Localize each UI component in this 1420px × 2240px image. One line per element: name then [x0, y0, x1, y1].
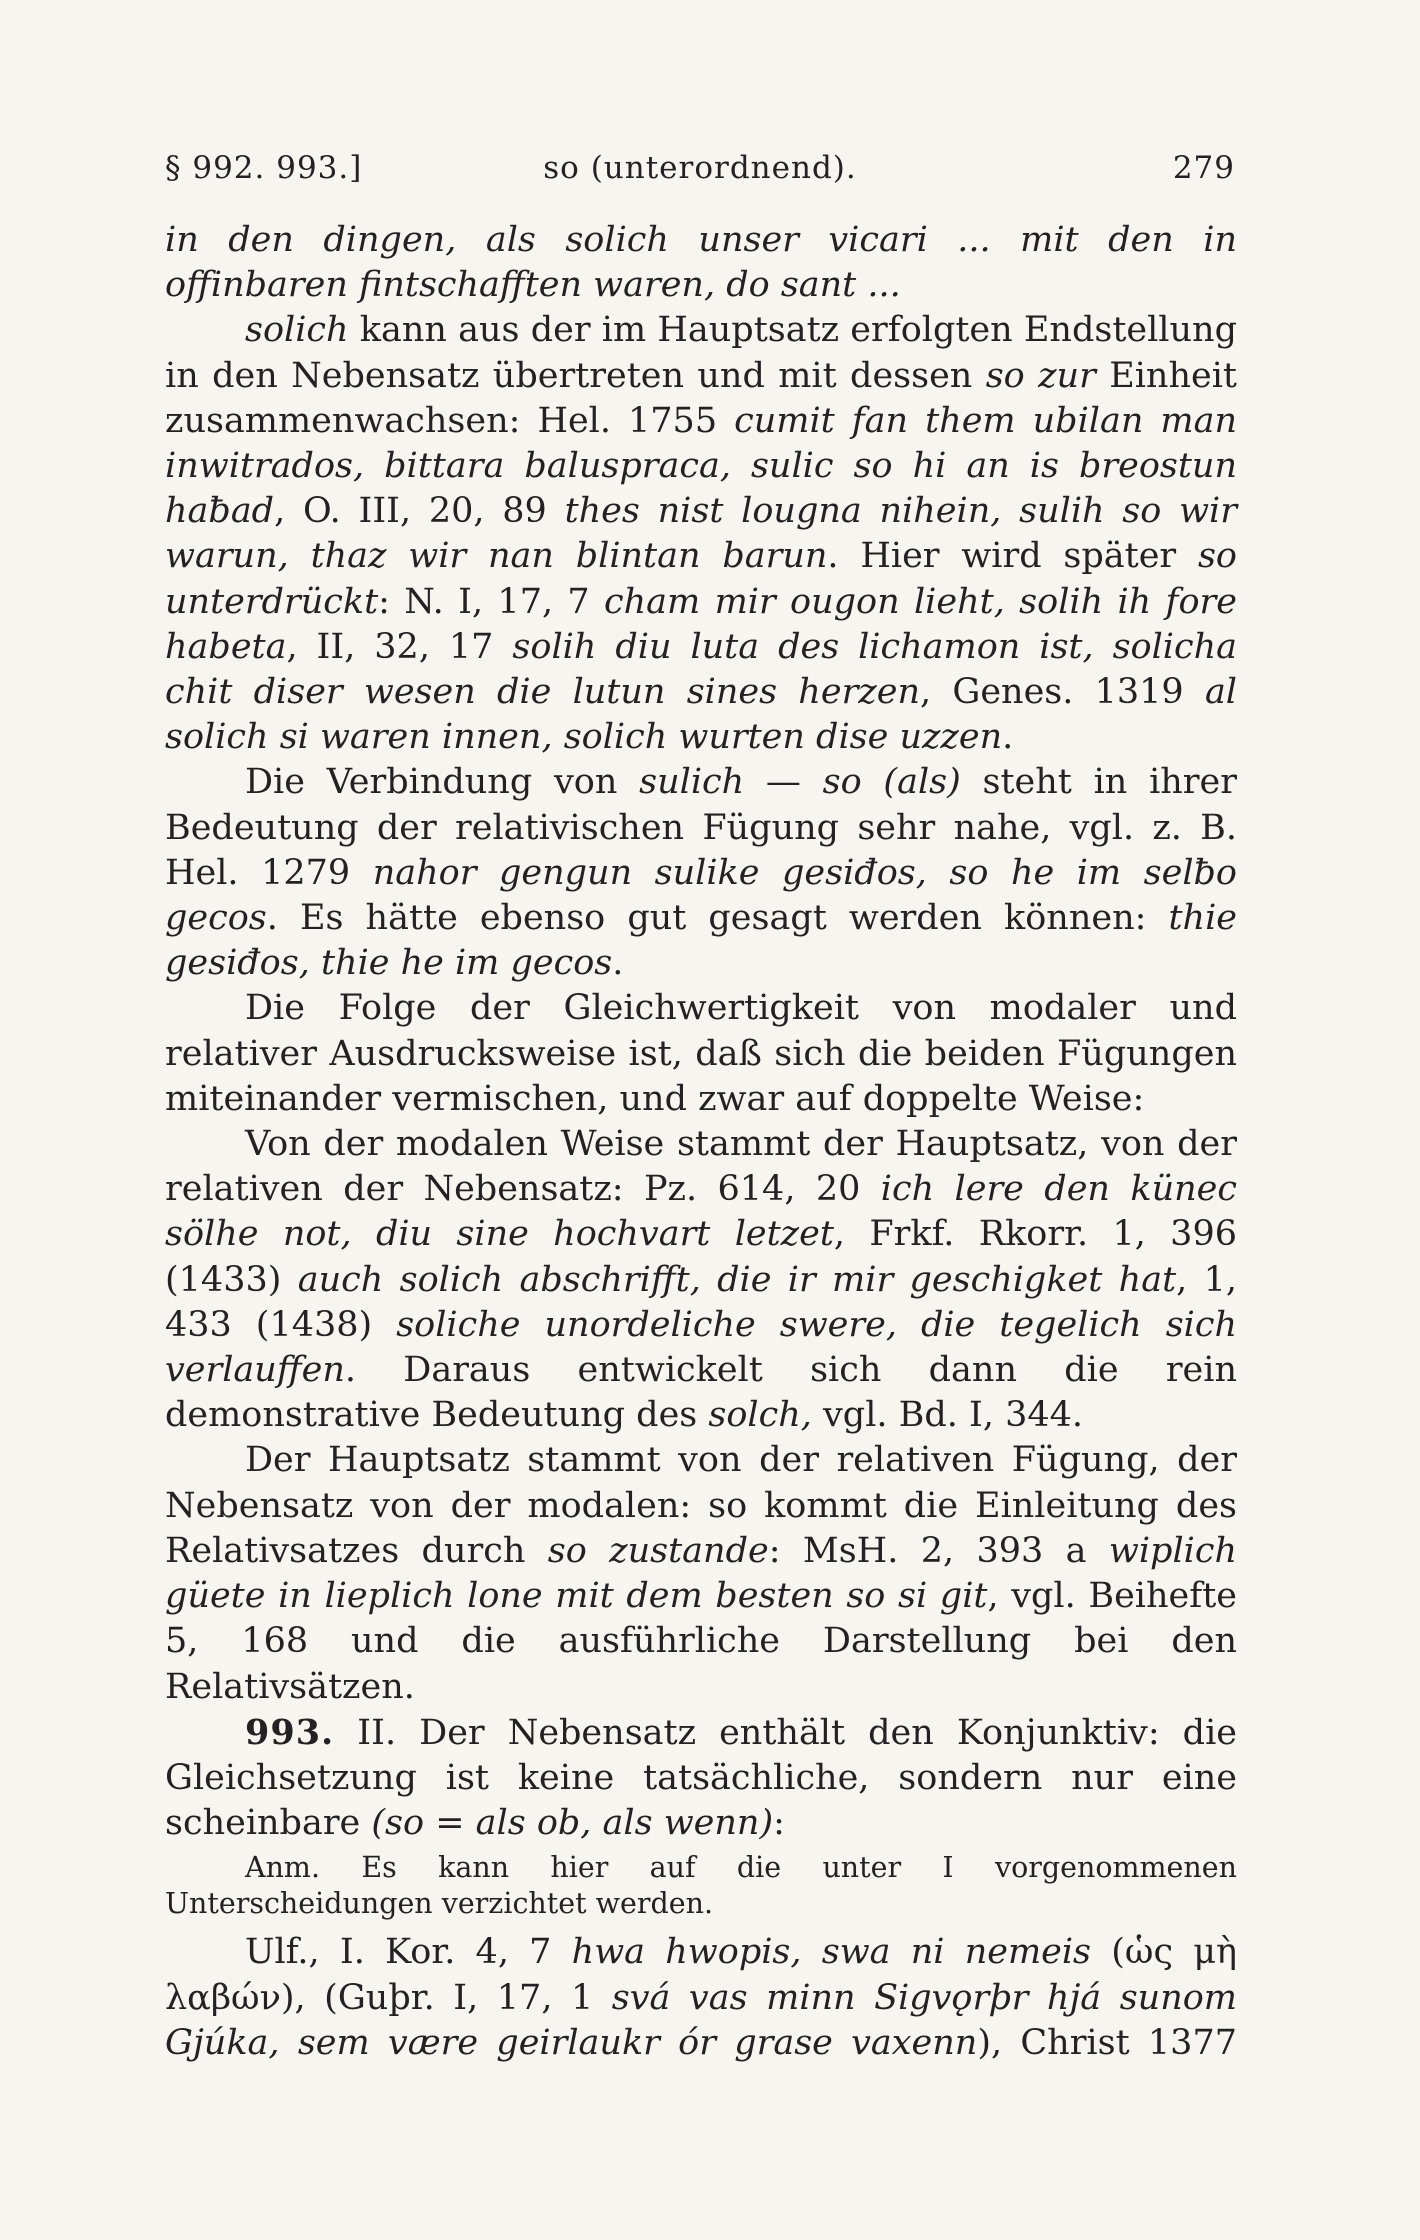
paragraph-1: solich kann aus der im Hauptsatz erfolgten Endstellung in den Nebensatz übertreten und mit dessen so zur Einheit zusammenwachsen: Hel. 1755 cumit fan them ubilan man inwitrados, bittara baluspraca, sulic so hi an is breostun haƀad, O. III, 20, 89 thes nist lougna nihein, sulih so wir warun, thaz wir nan blintan barun. Hier wird später so unterdrückt: N. I, 17, 7 cham mir ougon lieht, solih ih fore habeta, II, 32, 17 solih diu luta des lichamon ist, solicha chit diser wesen die lutun sines herzen, Genes. 1319 al solich si waren innen, solich wurten dise uzzen.: [165, 310, 1238, 758]
paragraph-2: Die Verbindung von sulich — so (als) steht in ihrer Bedeutung der relativischen Fügung sehr nahe, vgl. z. B. Hel. 1279 nahor gengun sulike gesiđos, so he im selƀo gecos. Es hätte ebenso gut gesagt werden können: thie gesiđos, thie he im gecos.: [165, 762, 1237, 984]
running-title: so (unterordnend).: [543, 150, 857, 186]
paragraph-8: Ulf., I. Kor. 4, 7 hwa hwopis, swa ni nemeis (ὡς μὴ λαβών), (Guþr. I, 17, 1 svá vas minn Sigvǫrþr hjá sunom Gjúka, sem være geirlaukr ór grase vaxenn), Christ 1377: [165, 1932, 1237, 2063]
paragraph-3: Die Folge der Gleichwertigkeit von modaler und relativer Ausdrucksweise ist, daß sich die beiden Fügungen miteinander vermischen, und zwar auf doppelte Weise:: [165, 988, 1237, 1119]
paragraph-5: Der Hauptsatz stammt von der relativen Fügung, der Nebensatz von der modalen: so kommt die Einleitung des Relativsatzes durch so zustande: MsH. 2, 393 a wiplich güete in lieplich lone mit dem besten so si git, vgl. Beihefte 5, 168 und die ausführliche Darstellung bei den Relativsätzen.: [165, 1440, 1237, 1707]
paragraph-4: Von der modalen Weise stammt der Hauptsatz, von der relativen der Nebensatz: Pz. 614, 20 ich lere den künec sölhe not, diu sine hochvart letzet, Frkf. Rkorr. 1, 396 (1433) auch solich abschrifft, die ir mir geschigket hat, 1, 433 (1438) soliche unordeliche swere, die tegelich sich verlauffen. Daraus entwickelt sich dann die rein demonstrative Bedeutung des solch, vgl. Bd. I, 344.: [165, 1124, 1237, 1436]
section-993-paragraph: 993. II. Der Nebensatz enthält den Konjunktiv: die Gleichsetzung ist keine tatsächliche, sondern nur eine scheinbare (so = als ob, als wenn):: [165, 1711, 1237, 1844]
running-header: [165, 150, 1235, 194]
section-reference: § 992. 993.]: [165, 150, 363, 186]
page-number: 279: [1172, 150, 1235, 186]
annotation-note: Anm. Es kann hier auf die unter I vorgenommenen Unterscheidungen verzichtet werden.: [165, 1851, 1237, 1921]
page-body: [165, 218, 1237, 2066]
paragraph-0: in den dingen, als solich unser vicari ... mit den in offinbaren fintschafften waren, do sant ...: [165, 220, 1237, 306]
